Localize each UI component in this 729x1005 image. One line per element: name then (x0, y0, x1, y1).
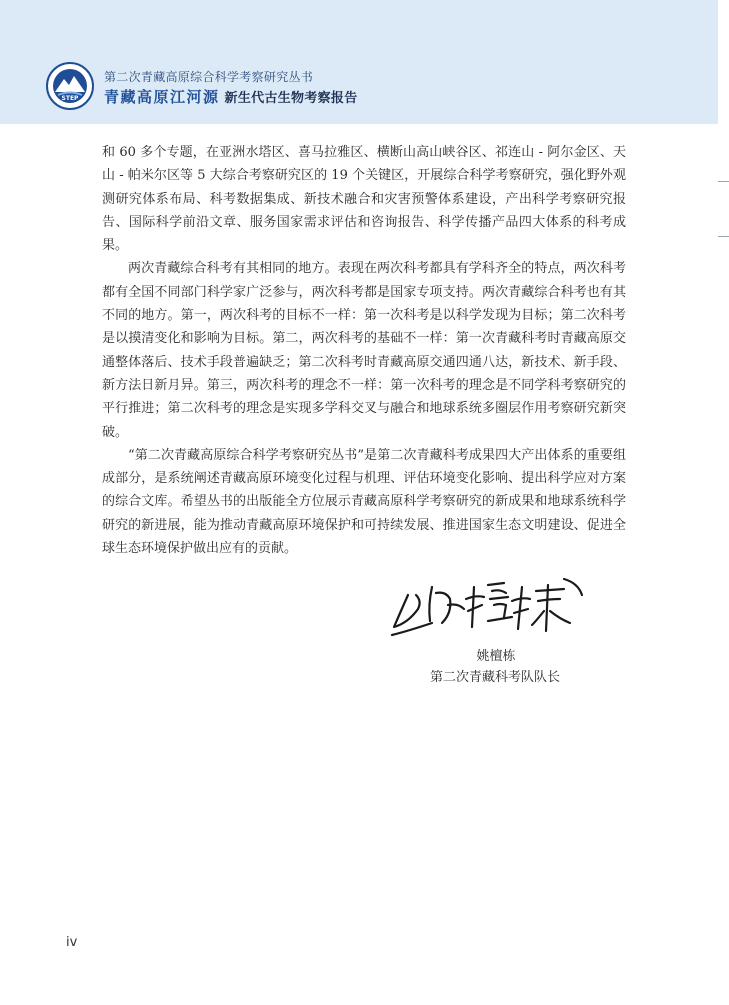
margin-tick-mark (718, 181, 729, 182)
paragraph: 两次青藏综合科考有其相同的地方。表现在两次科考都具有学科齐全的特点，两次科考都有全国不同部门科学家广泛参与，两次科考都是国家专项支持。两次青藏综合科考也有其不同的地方。第一，两次科考的目标不一样：第一次科考是以科学发现为目标；第二次科考是以摸清变化和影响为目标。第二，两次科考的基础不一样：第一次青藏科考时青藏高原交通整体落后、技术手段普遍缺乏；第二次科考时青藏高原交通四通八达，新技术、新手段、新方法日新月异。第三，两次科考的理念不一样：第一次科考的理念是不同学科考察研究的平行推进；第二次科考的理念是实现多学科交叉与融合和地球系统多圈层作用考察研究新突破。 (102, 261, 626, 440)
book-title-main: 青藏高原江河源 (104, 88, 220, 106)
signature-name: 姚檀栋 (476, 649, 516, 664)
handwritten-signature (388, 565, 598, 645)
book-title-sub: 新生代古生物考察报告 (224, 91, 358, 106)
book-title (104, 86, 358, 107)
paragraph: “第二次青藏高原综合科学考察研究丛书”是第二次青藏科考成果四大产出体系的重要组成部分，是系统阐述青藏高原环境变化过程与机理、评估环境变化影响、提出科学应对方案的综合文库。希望丛书的出版能全方位展示青藏高原科学考察研究的新成果和地球系统科学研究的新进展，能为推动青藏高原环境保护和可持续发展、推进国家生态文明建设、促进全球生态环境保护做出应有的贡献。 (102, 447, 626, 557)
signature-title: 第二次青藏科考队队长 (429, 670, 560, 685)
header-band (0, 0, 718, 124)
series-title: 第二次青藏高原综合科学考察研究丛书 (104, 70, 314, 84)
paragraph: 和 60 多个专题，在亚洲水塔区、喜马拉雅区、横断山高山峡谷区、祁连山 - 阿尔金区、天山 - 帕米尔区等 5 大综合考察研究区的 19 个关键区，开展综合科学考察研究，强化野外观测研究体系布局、科考数据集成、新技术融合和灾害预警体系建设，产出科学考察研究报告、国际科学前沿文章、服务国家需求评估和咨询报告、科学传播产品四大体系的科考成果。 (102, 145, 626, 254)
svg-text:STEP: STEP (61, 95, 79, 102)
margin-tick-mark (718, 236, 729, 237)
body-text (102, 141, 626, 560)
series-logo-icon (46, 62, 94, 110)
page-number: iv (66, 935, 78, 950)
